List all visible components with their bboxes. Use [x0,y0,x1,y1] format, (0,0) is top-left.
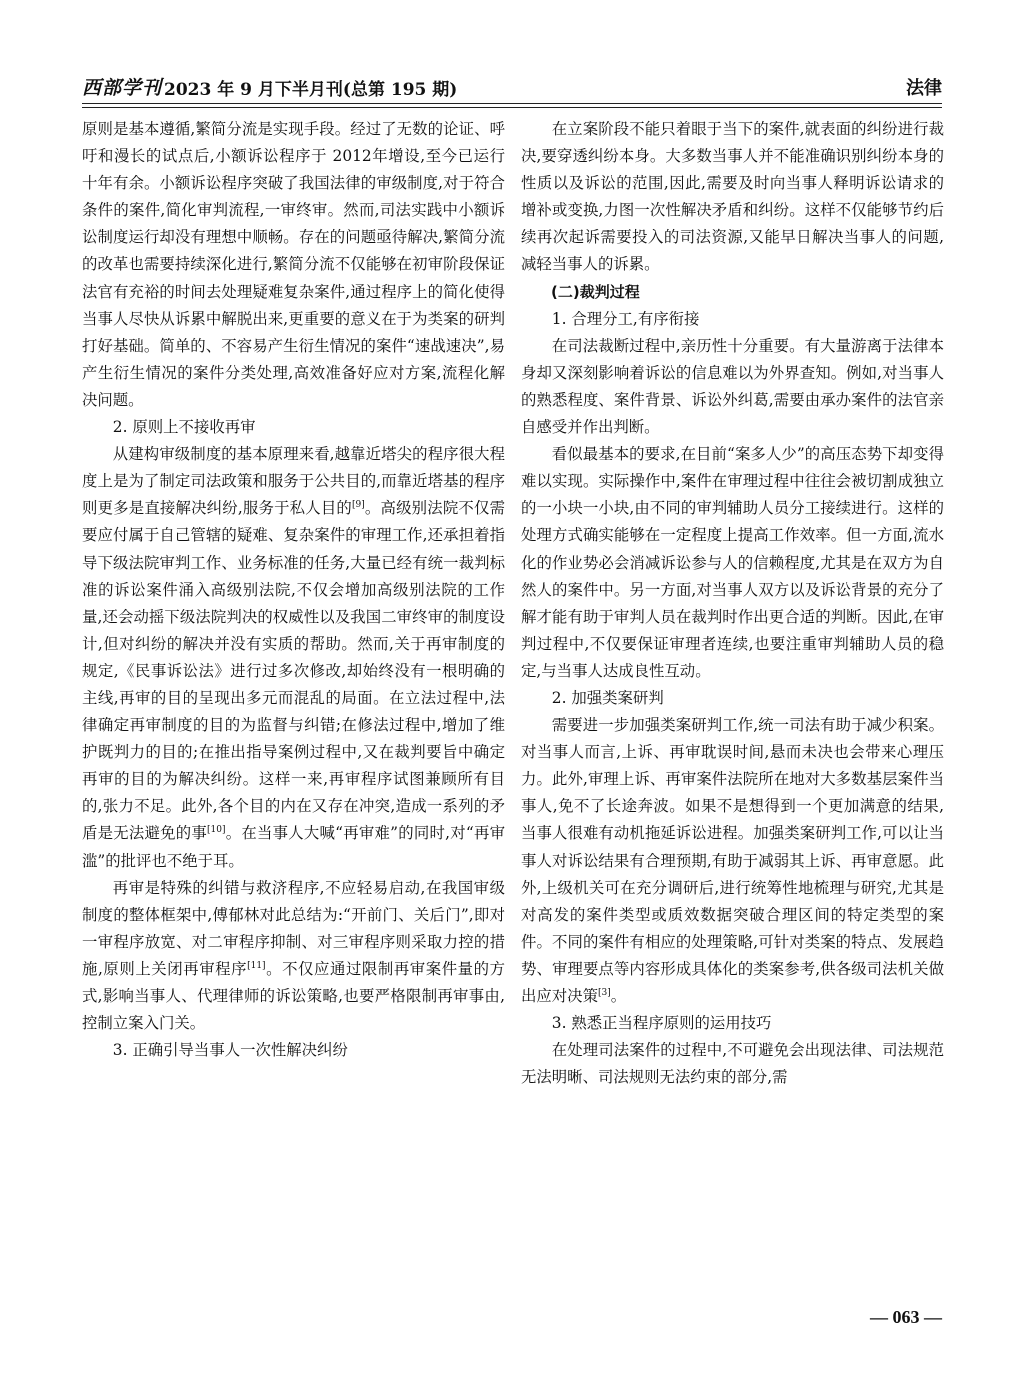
paragraph-text: 再审是特殊的纠错与救济程序,不应轻易启动,在我国审级制度的整体框架中,傅郁林对此总结为:“开前门、关后门”,即对一审程序放宽、对二审程序抑制、对三审程序则采取力控的措施,原则上关闭再审程序 [82,878,505,978]
section-label: 法律 [906,78,942,99]
journal-logo: 西部学刊 [82,77,163,99]
right-column [521,116,944,1091]
citation-ref: [3] [597,987,611,998]
paragraph: 在处理司法案件的过程中,不可避免会出现法律、司法规范无法明晰、司法规则无法约束的部分,需 [521,1041,944,1087]
paragraph-text: 需要进一步加强类案研判工作,统一司法有助于减少积案。对当事人而言,上诉、再审耽误时间,悬而未决也会带来心理压力。此外,审理上诉、再审案件法院所在地对大多数基层案件当事人,免不了长途奔波。如果不是想得到一个更加满意的结果,当事人很难有动机拖延诉讼进程。加强类案研判工作,可以让当事人对诉讼结果有合理预期,有助于减弱其上诉、再审意愿。此外,上级机关可在充分调研后,进行统筹性地梳理与研究,尤其是对高发的案件类型或质效数据突破合理区间的特定类型的案件。不同的案件有相应的处理策略,可针对类案的特点、发展趋势、审理要点等内容形成具体化的类案参考,供各级司法机关做出应对决策 [521,716,944,1005]
running-header [82,72,942,100]
paragraph-text: 。在当事人大喊“再审难”的同时,对“再审滥”的批评也不绝于耳。 [82,824,505,870]
section-heading: (二)裁判过程 [551,282,640,301]
paragraph: 在立案阶段不能只着眼于当下的案件,就表面的纠纷进行裁决,要穿透纠纷本身。大多数当事人并不能准确识别纠纷本身的性质以及诉讼的范围,因此,需要及时向当事人释明诉讼请求的增补或变换,力图一次性解决矛盾和纠纷。这样不仅能够节约后续再次起诉需要投入的司法资源,又能早日解决当事人的问题,减轻当事人的诉累。 [521,120,944,274]
subheading: 2. 加强类案研判 [551,688,664,707]
header-rule-thin [82,107,942,108]
citation-ref: [11] [247,960,266,971]
paragraph-text: 。高级别法院不仅需要应付属于自己管辖的疑难、复杂案件的审理工作,还承担着指导下级法院审判工作、业务标准的任务,大量已经有统一裁判标准的诉讼案件涌入高级别法院,不仅会增加高级别法院的工作量,还会动摇下级法院判决的权威性以及我国二审终审的制度设计,但对纠纷的解决并没有实质的帮助。然而,关于再审制度的规定,《民事诉讼法》进行过多次修改,却始终没有一根明确的主线,再审的目的呈现出多元而混乱的局面。在立法过程中,法律确定再审制度的目的为监督与纠错;在修法过程中,增加了维护既判力的目的;在推出指导案例过程中,又在裁判要旨中确定再审的目的为解决纠纷。这样一来,再审程序试图兼顾所有目的,张力不足。此外,各个目的内在又存在冲突,造成一系列的矛盾是无法避免的事 [82,499,505,843]
paragraph [521,712,944,1010]
citation-ref: [10] [207,825,226,836]
paragraph-text: 。不仅应通过限制再审案件量的方式,影响当事人、代理律师的诉讼策略,也要严格限制再审事由,控制立案入门关。 [82,959,505,1033]
page-number: — 063 — [870,1307,942,1327]
paragraph-text: 从建构审级制度的基本原理来看,越靠近塔尖的程序很大程度上是为了制定司法政策和服务于公共目的,而靠近塔基的程序则更多是直接解决纠纷,服务于私人目的 [82,445,505,518]
subheading: 3. 正确引导当事人一次性解决纠纷 [112,1041,348,1060]
subheading: 2. 原则上不接收再审 [112,418,256,437]
left-column [82,116,505,1064]
issue-info: 2023 年 9 月下半月刊(总第 195 期) [164,80,458,100]
header-rule-thick [82,103,942,104]
paragraph [82,875,505,1038]
paragraph [82,441,505,875]
paragraph: 在司法裁断过程中,亲历性十分重要。有大量游离于法律本身却又深刻影响着诉讼的信息难以为外界查知。例如,对当事人的熟悉程度、案件背景、诉讼外纠葛,需要由承办案件的法官亲自感受并作出判断。 [521,336,944,437]
paragraph-text: 。 [610,987,627,1005]
subheading: 3. 熟悉正当程序原则的运用技巧 [551,1014,772,1033]
citation-ref: [9] [351,500,365,511]
subheading: 1. 合理分工,有序衔接 [551,309,700,328]
masthead [82,73,457,100]
paragraph: 看似最基本的要求,在目前“案多人少”的高压态势下却变得难以实现。实际操作中,案件在审理过程中往往会被切割成独立的一小块一小块,由不同的审判辅助人员分工接续进行。这样的处理方式确实能够在一定程度上提高工作效率。但一方面,流水化的作业势必会消减诉讼参与人的信赖程度,尤其是在双方为自然人的案件中。另一方面,对当事人双方以及诉讼背景的充分了解才能有助于审判人员在裁判时作出更合适的判断。因此,在审判过程中,不仅要保证审理者连续,也要注重审判辅助人员的稳定,与当事人达成良性互动。 [521,445,944,680]
paragraph: 原则是基本遵循,繁简分流是实现手段。经过了无数的论证、呼吁和漫长的试点后,小额诉讼程序于 2012年增设,至今已运行十年有余。小额诉讼程序突破了我国法律的审级制度,对于符合条件的案件,简化审判流程,一审终审。然而,司法实践中小额诉讼制度运行却没有理想中顺畅。存在的问题亟待解决,繁简分流的改革也需要持续深化进行,繁简分流不仅能够在初审阶段保证法官有充裕的时间去处理疑难复杂案件,通过程序上的简化使得当事人尽快从诉累中解脱出来,更重要的意义在于为类案的研判打好基础。简单的、不容易产生衍生情况的案件“速战速决”,易产生衍生情况的案件分类处理,高效准备好应对方案,流程化解决问题。 [82,120,505,409]
